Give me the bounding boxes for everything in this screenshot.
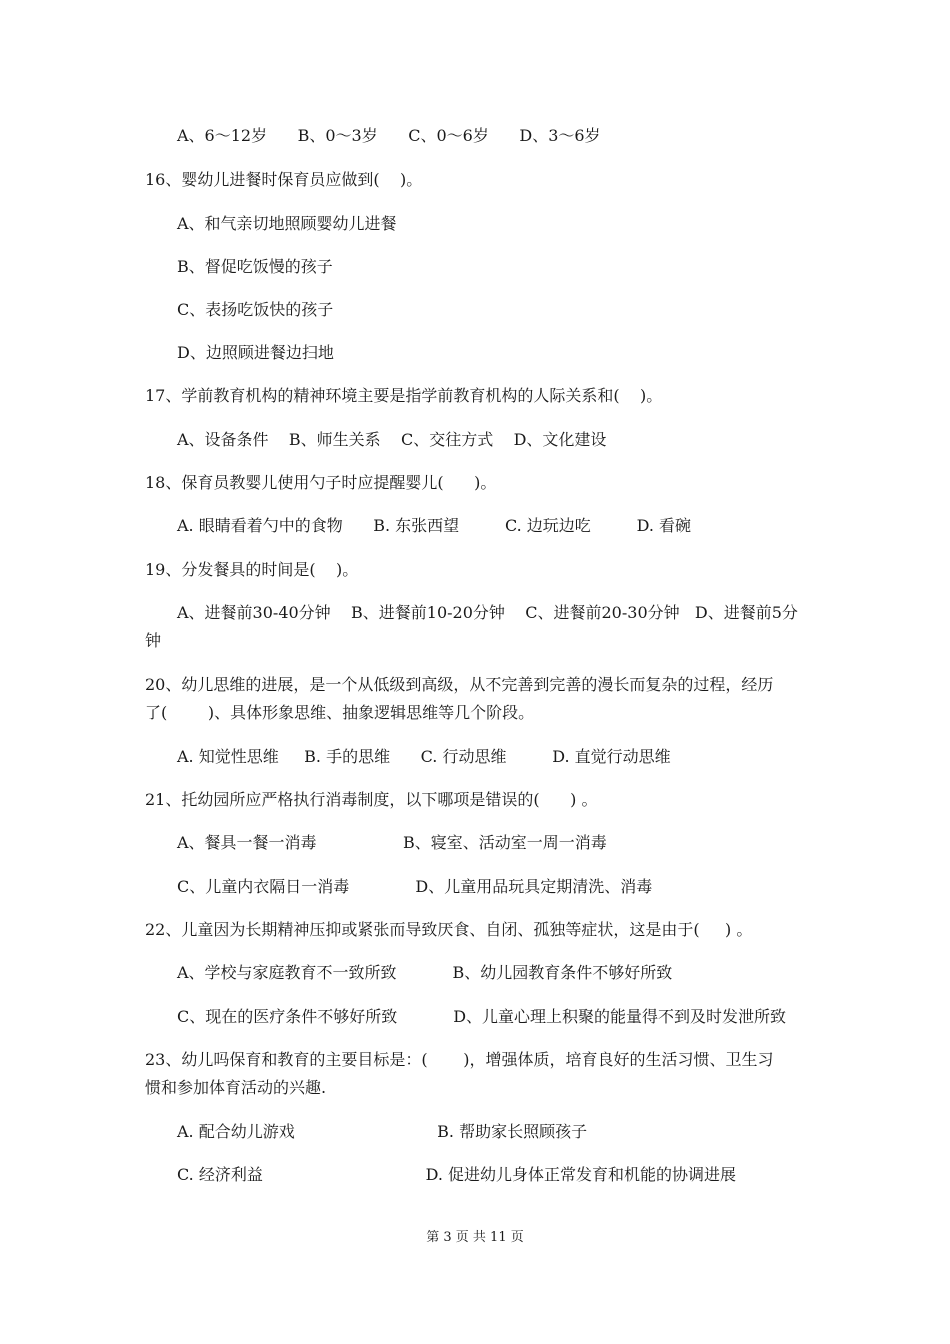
q16-option-a: A、和气亲切地照顾婴幼儿进餐 xyxy=(177,214,397,233)
q23-question-wrap: 惯和参加体育活动的兴趣. xyxy=(145,1078,327,1097)
q18-options: A. 眼睛看着勺中的食物 B. 东张西望 C. 边玩边吃 D. 看碗 xyxy=(177,516,691,535)
q16-option-d: D、边照顾进餐边扫地 xyxy=(177,343,334,362)
q16-option-b: B、督促吃饭慢的孩子 xyxy=(177,257,333,276)
q16-question: 16、婴幼儿进餐时保育员应做到( )。 xyxy=(145,170,423,189)
q18-question: 18、保育员教婴儿使用勺子时应提醒婴儿( )。 xyxy=(145,473,497,492)
q20-question: 20、幼儿思维的进展，是一个从低级到高级，从不完善到完善的漫长而复杂的过程，经历 xyxy=(145,675,774,694)
q22-question: 22、儿童因为长期精神压抑或紧张而导致厌食、自闭、孤独等症状，这是由于( ) 。 xyxy=(145,920,753,939)
q21-options-ab: A、餐具一餐一消毒 B、寝室、活动室一周一消毒 xyxy=(177,833,607,852)
q19-question: 19、分发餐具的时间是( )。 xyxy=(145,560,359,579)
q16-option-c: C、表扬吃饭快的孩子 xyxy=(177,300,334,319)
q15-options: A、6～12岁 B、0～3岁 C、0～6岁 D、3～6岁 xyxy=(177,126,601,145)
q21-options-cd: C、儿童内衣隔日一消毒 D、儿童用品玩具定期清洗、消毒 xyxy=(177,877,653,896)
q19-options-wrap: 钟 xyxy=(145,631,162,650)
q20-options: A. 知觉性思维 B. 手的思维 C. 行动思维 D. 直觉行动思维 xyxy=(177,747,671,766)
q17-options: A、设备条件 B、师生关系 C、交往方式 D、文化建设 xyxy=(177,430,607,449)
q22-options-ab: A、学校与家庭教育不一致所致 B、幼儿园教育条件不够好所致 xyxy=(177,963,673,982)
q17-question: 17、学前教育机构的精神环境主要是指学前教育机构的人际关系和( )。 xyxy=(145,386,663,405)
q20-question-wrap: 了( )、具体形象思维、抽象逻辑思维等几个阶段。 xyxy=(145,703,535,722)
q22-options-cd: C、现在的医疗条件不够好所致 D、儿童心理上积聚的能量得不到及时发泄所致 xyxy=(177,1007,787,1026)
q23-options-ab: A. 配合幼儿游戏 B. 帮助家长照顾孩子 xyxy=(177,1122,588,1141)
q21-question: 21、托幼园所应严格执行消毒制度，以下哪项是错误的( ) 。 xyxy=(145,790,598,809)
page-footer: 第 3 页 共 11 页 xyxy=(426,1230,524,1245)
q23-question: 23、幼儿吗保育和教育的主要目标是：( )，增强体质，培育良好的生活习惯、卫生习 xyxy=(145,1050,774,1069)
q23-options-cd: C. 经济利益 D. 促进幼儿身体正常发育和机能的协调进展 xyxy=(177,1165,737,1184)
q19-options: A、进餐前30-40分钟 B、进餐前10-20分钟 C、进餐前20-30分钟 D、进餐前5分 xyxy=(177,603,798,622)
